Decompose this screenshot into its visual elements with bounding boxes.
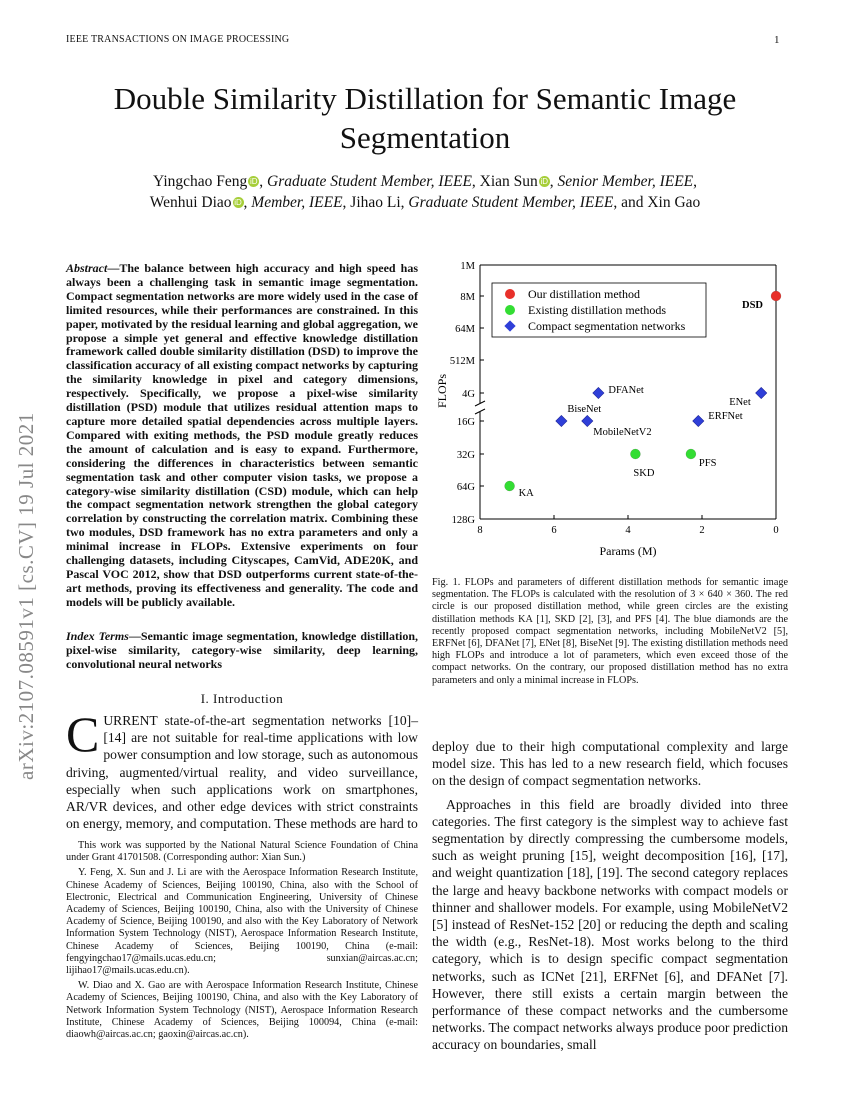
data-label-skd: SKD [633,468,655,479]
data-point-enet [756,387,767,398]
footnote: W. Diao and X. Gao are with Aerospace Information Research Institute, Chinese Academy of Sciences, Beijing 100190, China, and also with the Key Laboratory of Network Information System Technology (NIST), Aerospace Information Research Institute, Chinese Academy of Sciences, Beijing 100094, China (e-mail: diaowh@aircas.ac.cn; gaoxin@aircas.ac.cn). [66,980,418,1041]
page-number: 1 [774,34,780,46]
chart-legend [492,283,706,337]
right-column-body [432,738,788,1054]
footnotes [66,840,418,1044]
orcid-icon[interactable]: iD [540,177,549,186]
author-role: Senior Member, IEEE [557,173,694,190]
legend-marker [505,289,515,299]
author-role: Graduate Student Member, IEEE [267,173,472,190]
data-point-ka [505,481,515,491]
orcid-icon[interactable]: iD [234,198,242,207]
y-tick-label: 4G [462,389,475,400]
intro-text: URRENT state-of-the-art segmentation networks [10]–[14] are not suitable for real-time applications with low power consumption and low storage, such as autonomous driving, augmented/virtual reality, and video surveillance, especially when such applications work on smartphones, AR/VR devices, and other edge devices with strict constraints on energy, memory, and computation. These methods are hard to [66,713,418,832]
y-tick-label: 128G [451,515,475,526]
drop-cap: C [66,706,100,762]
data-point-dsd [771,291,781,301]
author-name: Xin Gao [647,194,701,211]
abstract-lead: Abstract [66,261,108,275]
data-label-bisenet: BiseNet [567,404,602,415]
y-tick-label: 1M [460,261,475,272]
body-paragraph: Approaches in this field are broadly divided into three categories. The first category is the simplest way to achieve fast segmentation by directly compressing the cumbersome models, such as weight pruning [15], weight decomposition [16], [17], and weight quantization [18], [19]. The second category replaces the large and heavy backbone networks with compact models or thinner and shallower models. For example, using MobileNetV2 [5] instead of ResNet-152 [20] or reducing the depth and scaling the width (e.g., ResNet-18). Most works belong to the third category, which is to design specific compact segmentation networks, such as ICNet [21], ERFNet [6], and DFANet [7]. However, there still exists a certain margin between the performance of these compact networks and the cumbersome networks. The compact networks always produce poor prediction accuracy on boundaries, small [432,796,788,1053]
data-label-erfnet: ERFNet [708,411,743,422]
abstract-text: —The balance between high accuracy and high speed has always been a challenging task in semantic image segmentation. Compact segmentation networks are more widely used in the case of limited resources, while their performances are constrained. In this paper, motivated by the residual learning and global aggregation, we propose a simple yet general and effective knowledge distillation framework called double similarity distillation (DSD) to improve the classification accuracy of all existing compact networks by capturing the similarity knowledge in pixel and category dimensions, respectively. Specifically, we propose a pixel-wise similarity distillation (PSD) module that utilizes residual attention maps to capture more detailed spatial dependencies across multiple layers. Compared with exiting methods, the PSD module greatly reduces the amount of calculation and is easy to expand. Furthermore, considering the differences in characteristics between semantic segmentation task and other computer vision tasks, we propose a category-wise similarity distillation (CSD) module, which can help the compact segmentation network strengthen the global category correlation by constructing the correlation matrix. Combining these two modules, DSD framework has no extra parameters and only a minimal increase in FLOPs. Extensive experiments on four challenging datasets, including Cityscapes, CamVid, ADE20K, and Pascal VOC 2012, show that DSD outperforms current state-of-the-art methods, proving its effectiveness and generality. The code and models will be publicly available. [66,261,418,609]
y-axis-title: FLOPs [435,373,449,409]
x-tick-label: 4 [625,525,631,536]
section-heading: I. Introduction [200,691,284,706]
data-point-dfanet [593,387,604,398]
data-point-pfs [686,449,696,459]
legend-marker [505,305,515,315]
data-label-ka: KA [518,488,534,499]
author-role: Graduate Student Member, IEEE [408,194,614,211]
footnote: This work was supported by the National Natural Science Foundation of China under Grant 41701508. (Corresponding author: Xian Sun.) [66,840,418,864]
y-tick-label: 64G [456,482,475,493]
footnote: Y. Feng, X. Sun and J. Li are with the Aerospace Information Research Institute, Chinese Academy of Sciences, Beijing 100190, China, also with the School of Electronic, Electrical and Communication Engineering, University of Chinese Academy of Sciences, Beijing 100190, China, also with the University of Chinese Academy of Science, Beijing 100190, and also with the Key Laboratory of Network Information System Technology (NIST), Aerospace Information Research Institute, Chinese Academy of Sciences, Beijing 100190, China (e-mail: fengyingchao17@mails.ucas.edu.cn; sunxian@aircas.ac.cn; lijihao17@mails.ucas.edu.cn). [66,867,418,977]
figure-caption: Fig. 1. FLOPs and parameters of different distillation methods for semantic image segmentation. The FLOPs is calculated with the resolution of 3 × 640 × 360. The red circle is our proposed distillation method, while green circles are the existing distillation methods KA [1], SKD [2], [3], and PFS [4]. The blue diamonds are the recently proposed compact segmentation networks, including MobileNetV2 [5], ERFNet [6], DFANet [7], ENet [8], BiseNet [9]. The existing distillation methods need high FLOPs and introduce a lot of parameters, which even exceed those of the compact networks. On the contrary, our proposed distillation method has no extra parameters and only a minimal increase in FLOPs. [432,577,788,686]
y-tick-label: 64M [455,324,475,335]
x-tick-label: 6 [551,525,557,536]
x-tick-label: 8 [477,525,483,536]
data-label-pfs: PFS [698,458,717,469]
arxiv-stamp: arXiv:2107.08591v1 [cs.CV] 19 Jul 2021 [14,412,38,780]
x-tick-label: 2 [699,525,705,536]
data-label-dfanet: DFANet [608,385,644,396]
legend-label: Existing distillation methods [528,303,666,317]
author-name: Wenhui Diao [149,194,232,211]
x-axis-title: Params (M) [599,544,657,558]
data-point-mobilenetv2 [582,415,593,426]
data-point-skd [630,449,640,459]
index-terms-lead: Index Terms [66,629,129,643]
y-tick-label: 8M [460,292,475,303]
y-tick-label: 16G [456,417,475,428]
data-label-mobilenetv2: MobileNetV2 [593,427,652,438]
author-name: Yingchao Feng [152,173,248,190]
orcid-icon[interactable]: iD [249,177,258,186]
data-label-dsd: DSD [742,300,764,311]
author-name: Jihao Li [350,194,401,211]
body-paragraph: deploy due to their high computational complexity and large model size. This has led to a new research field, which focuses on the design of compact segmentation networks. [432,739,788,789]
author-role: Member, IEEE [251,194,343,211]
journal-header: IEEE TRANSACTIONS ON IMAGE PROCESSING [66,34,290,45]
author-list: Yingchao Feng iD , Graduate Student Member, IEEE, Xian Sun iD , Senior Member, IEEE, Wenhui Diao iD , Member, IEEE, Jihao Li, Graduate Student Member, IEEE, and Xin Gao [149,173,701,211]
index-terms-text: —Semantic image segmentation, knowledge distillation, pixel-wise similarity, category-wise similarity, deep learning, convolutional neural networks [66,629,418,671]
data-point-erfnet [693,415,704,426]
legend-label: Compact segmentation networks [528,319,686,333]
intro-paragraph [66,706,418,832]
y-tick-label: 32G [456,450,475,461]
y-tick-label: 512M [449,356,475,367]
legend-label: Our distillation method [528,287,640,301]
axis-break-mark [475,401,485,414]
abstract [66,262,418,610]
author-name: Xian Sun [479,173,538,190]
paper-title: Double Similarity Distillation for Semantic Image Segmentation [113,81,737,155]
flops-params-chart [432,256,788,566]
data-point-bisenet [556,415,567,426]
index-terms [66,630,418,672]
data-label-enet: ENet [729,397,751,408]
x-tick-label: 0 [773,525,779,536]
